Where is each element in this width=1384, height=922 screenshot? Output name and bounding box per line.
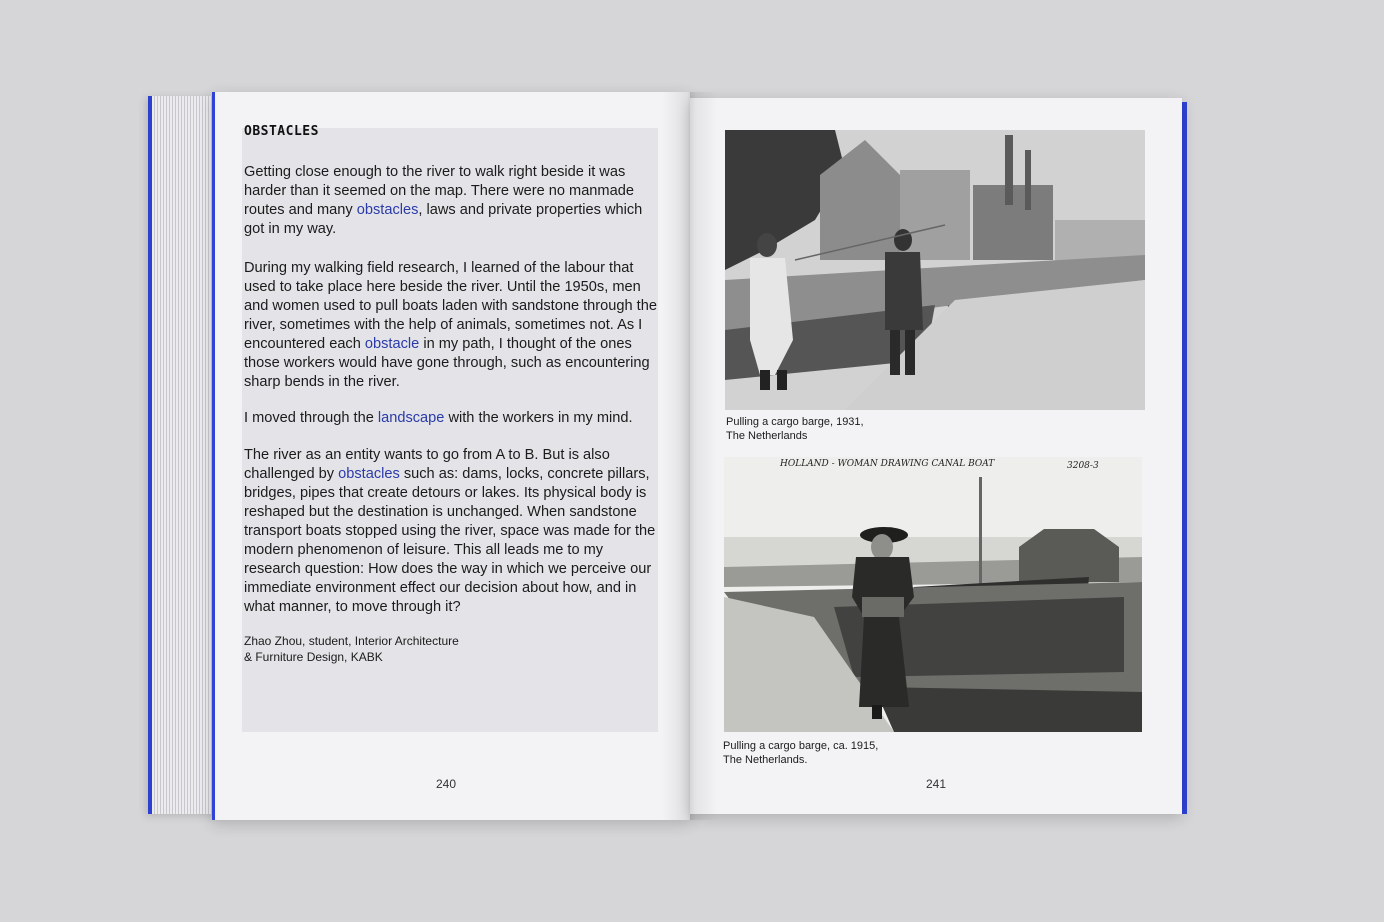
paragraph-3: [244, 409, 658, 428]
photo1-caption-line-1: Pulling a cargo barge, 1931,: [726, 416, 864, 428]
author-credit: [244, 633, 544, 665]
photo-woman-canal-boat-image: [724, 457, 1142, 732]
photo1-caption: [726, 415, 864, 443]
photo2-caption-line-2: The Netherlands.: [723, 754, 808, 766]
keyword-highlight: obstacle: [364, 336, 420, 352]
credit-line-2: & Furniture Design, KABK: [244, 650, 383, 664]
page-edges: [148, 96, 222, 814]
paragraph-1: [244, 163, 658, 239]
page-number-right: 241: [926, 777, 947, 791]
paragraph-text: in my path, I thought of the ones those workers would have gone through, such as encountering sharp bends in the river.: [244, 336, 650, 390]
photo2-caption-line-1: Pulling a cargo barge, ca. 1915,: [723, 740, 879, 752]
paragraph-text: Getting close enough to the river to walk right beside it was harder than it seemed on the map. There were no manmade routes and many: [244, 164, 634, 218]
handwritten-photo-code: 3208-3: [1067, 461, 1099, 471]
photo-woman-canal-boat: [724, 457, 1142, 732]
credit-line-1: Zhao Zhou, student, Interior Architecture: [244, 634, 459, 648]
paragraph-text: I moved through the: [244, 410, 378, 426]
paragraph-text: During my walking field research, I learned of the labour that used to take place here beside the river. Until the 1950s, men and women used to pull boats laden with sandstone through the river, sometimes with the help of animals, sometimes not. As I encountered each: [244, 260, 657, 352]
book-gutter: [662, 92, 718, 820]
paragraph-text: with the workers in my mind.: [444, 410, 633, 426]
paragraph-text: The river as an entity wants to go from A to B. But is also challenged by: [244, 447, 610, 482]
keyword-highlight: obstacles: [338, 466, 400, 482]
paragraph-text: such as: dams, locks, concrete pillars, bridges, pipes that create detours or lakes. Its physical body is reshaped but the destination is unchanged. When sandstone transport boats stopped using the river, space was made for the modern phenomenon of leisure. This all leads me to my research question: How does the way in which we perceive our immediate environment effect our decision about how, and in what manner, to move through it?: [244, 466, 656, 615]
keyword-highlight: landscape: [377, 410, 445, 426]
page-number-left: 240: [436, 777, 457, 791]
handwritten-photo-title: HOLLAND - WOMAN DRAWING CANAL BOAT: [780, 459, 995, 469]
keyword-highlight: obstacles: [356, 202, 419, 218]
paragraph-text: , laws and private properties which got in my way.: [244, 202, 643, 237]
paragraph-4: [244, 446, 658, 617]
photo1-caption-line-2: The Netherlands: [726, 430, 808, 442]
left-cover-edge: [212, 92, 215, 820]
photo2-caption: [723, 739, 878, 767]
photo-barge-1931-image: [725, 130, 1145, 410]
section-heading: OBSTACLES: [244, 124, 319, 139]
paragraph-2: [244, 259, 658, 392]
photo-barge-1931: [725, 130, 1145, 410]
